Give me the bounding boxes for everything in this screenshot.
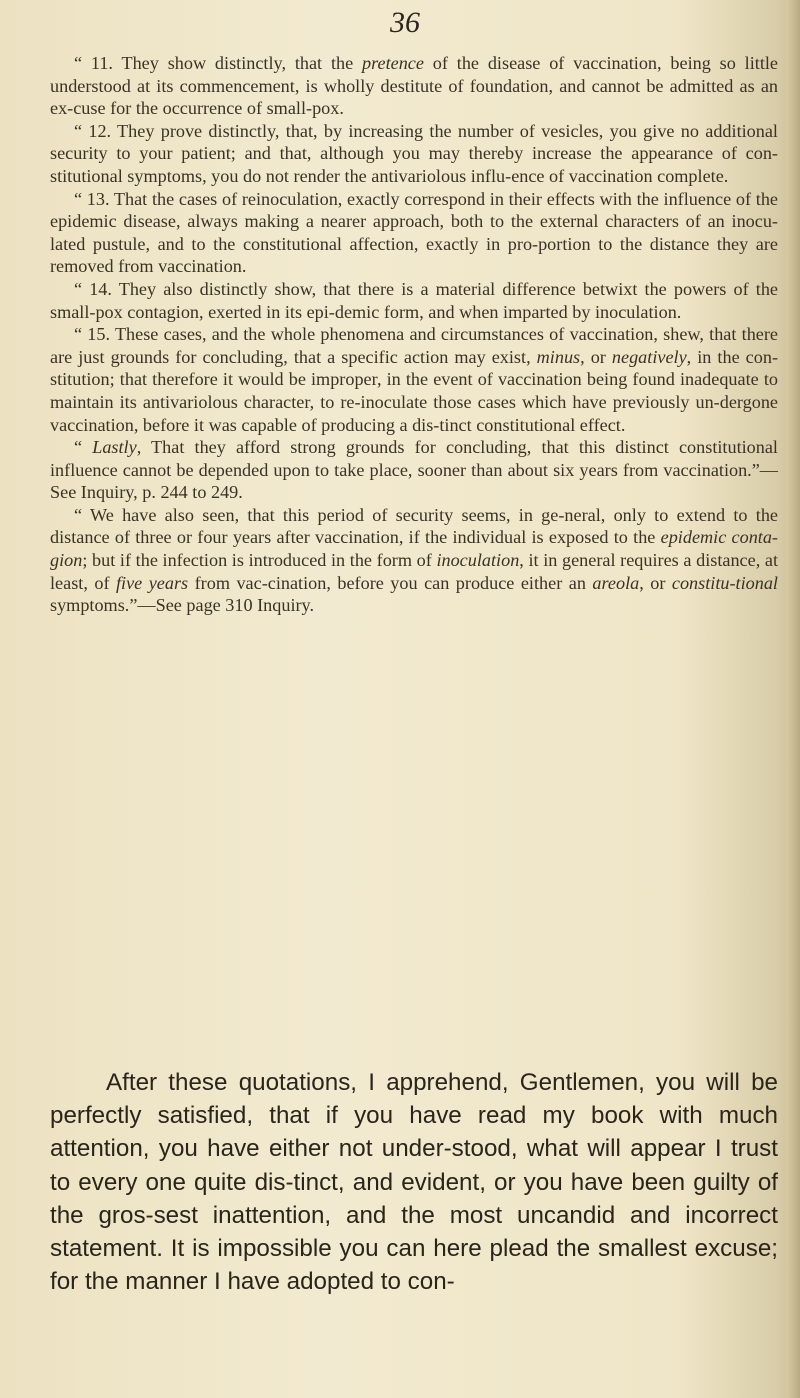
page-number: 36 [390, 6, 420, 39]
paragraph-11: “ 11. They show distinctly, that the pretence of the disease of vaccination, being so little understood at its commencement, is wholly destitute of foundation, and cannot be admitted as an ex-cuse for the occurrence of small-pox. [50, 53, 778, 119]
paragraph-lastly: “ Lastly, That they afford strong grounds for concluding, that this distinct constitutional influence cannot be depended upon to take place, sooner than about six years from vaccination.”— See Inquiry, p. 244 to 249. [50, 437, 778, 503]
paragraph-12: “ 12. They prove distinctly, that, by increasing the number of vesicles, you give no additional security to your patient; and that, although you may thereby increase the appearance of con-stitutional symptoms, you do not render the antivariolous influ-ence of vaccination complete. [50, 120, 778, 186]
main-paragraph: After these quotations, I apprehend, Gentlemen, you will be perfectly satisfied, that if you have read my book with much attention, you have either not under-stood, what will appear I trust to every one quite dis-tinct, and evident, or you have been guilty of the gros-sest inattention, and the most uncandid and incorrect statement. It is impossible you can here plead the smallest excuse; for the manner I have adopted to con- [50, 1069, 778, 1296]
paragraph-15: “ 15. These cases, and the whole phenomena and circumstances of vaccination, shew, that there are just grounds for concluding, that a specific action may exist, minus, or negatively, in the con-stitution; that therefore it would be improper, in the event of vaccination being found inadequate to maintain its antivariolous character, to re-inoculate those cases which have previously un-dergone vaccination, before it was capable of producing a dis-tinct constitutional effect. [50, 324, 778, 435]
paragraph-period-of-security: “ We have also seen, that this period of security seems, in ge-neral, only to extend to the distance of three or four years after vaccination, if the individual is exposed to the epidemic conta-gion; but if the infection is introduced in the form of inoculation, it in general requires a distance, at least, of five years from vac-cination, before you can produce either an areola, or constitu-tional symptoms.”—See page 310 Inquiry. [50, 504, 778, 616]
page-edge [786, 0, 800, 1398]
paragraph-13: “ 13. That the cases of reinoculation, exactly correspond in their effects with the influence of the epidemic disease, always making a nearer approach, both to the external characters of an inocu-lated pustule, and to the constitutional affection, exactly in pro-portion to the distance they are removed from vaccination. [50, 188, 778, 277]
main-text [50, 1066, 778, 1298]
paragraph-14: “ 14. They also distinctly show, that there is a material difference betwixt the powers of the small-pox contagion, exerted in its epi-demic form, and when imparted by inoculation. [50, 278, 778, 322]
quoted-conclusions [50, 52, 778, 617]
